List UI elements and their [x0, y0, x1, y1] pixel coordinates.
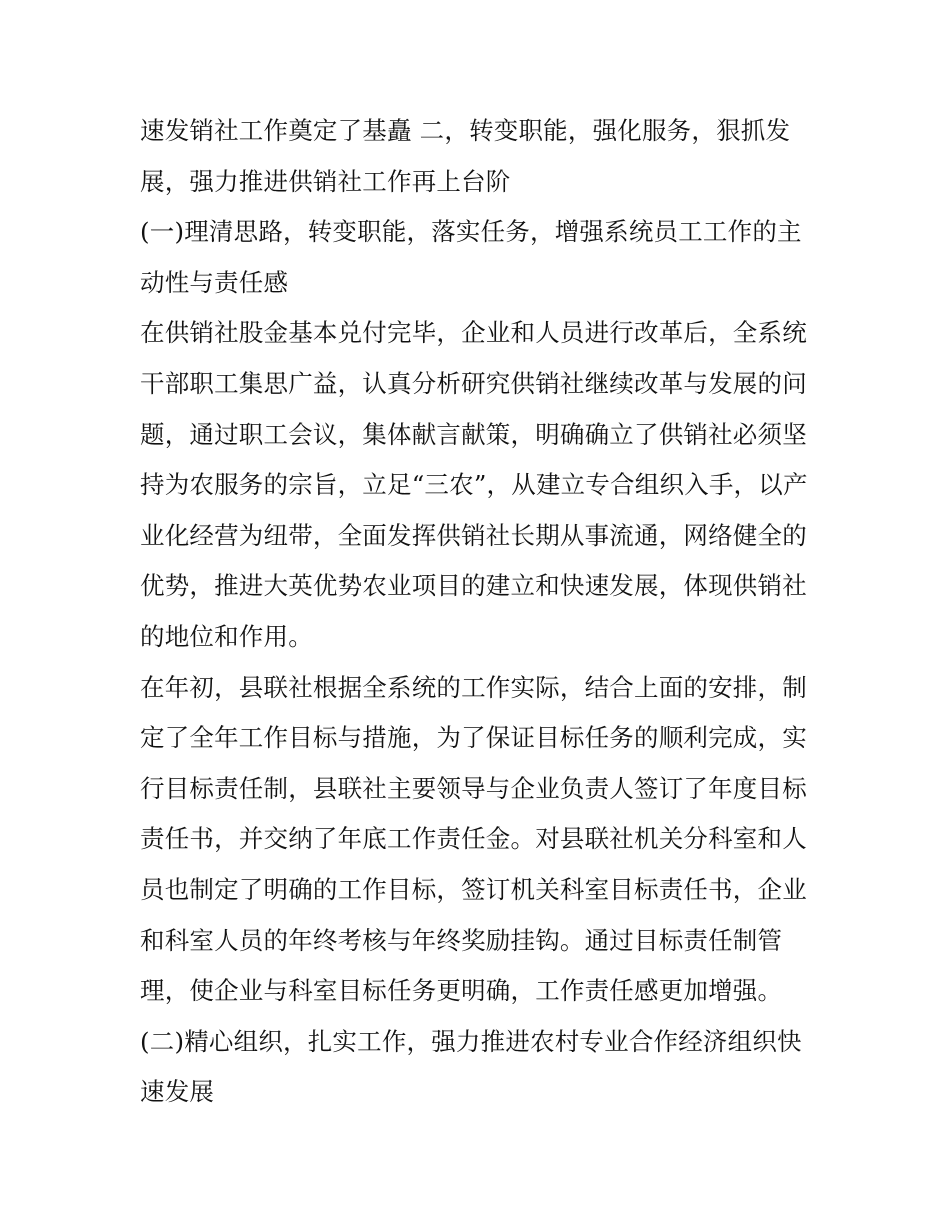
section-heading-2: (二)精心组织，扎实工作，强力推进农村专业合作经济组织快速发展	[140, 1026, 802, 1107]
paragraph-continuation: 速发销社工作奠定了基矗 二，转变职能，强化服务，狠抓发展，强力推进供销社工作再上台阶	[140, 116, 791, 196]
paragraph-body-2: 在年初，县联社根据全系统的工作实际，结合上面的安排，制定了全年工作目标与措施，为了保证目标任务的顺利完成，实行目标责任制，县联社主要领导与企业负责人签订了年度目标责任书，并交纳了年底工作责任金。对县联社机关分科室和人员也制定了明确的工作目标，签订机关科室目标责任书，企业和科室人员的年终考核与年终奖励挂钩。通过目标责任制管理，使企业与科室目标任务更明确，工作责任感更加增强。	[140, 672, 807, 1006]
document-body	[140, 106, 812, 1118]
paragraph-body-1: 在供销社股金基本兑付完毕，企业和人员进行改革后，全系统干部职工集思广益，认真分析研究供销社继续改革与发展的问题，通过职工会议，集体献言献策，明确确立了供销社必须坚持为农服务的宗旨，立足“三农”，从建立专合组织入手，以产业化经营为纽带，全面发挥供销社长期从事流通，网络健全的优势，推进大英优势农业项目的建立和快速发展，体现供销社的地位和作用。	[140, 318, 808, 651]
section-heading-1: (一)理清思路，转变职能，落实任务，增强系统员工工作的主动性与责任感	[140, 217, 802, 297]
